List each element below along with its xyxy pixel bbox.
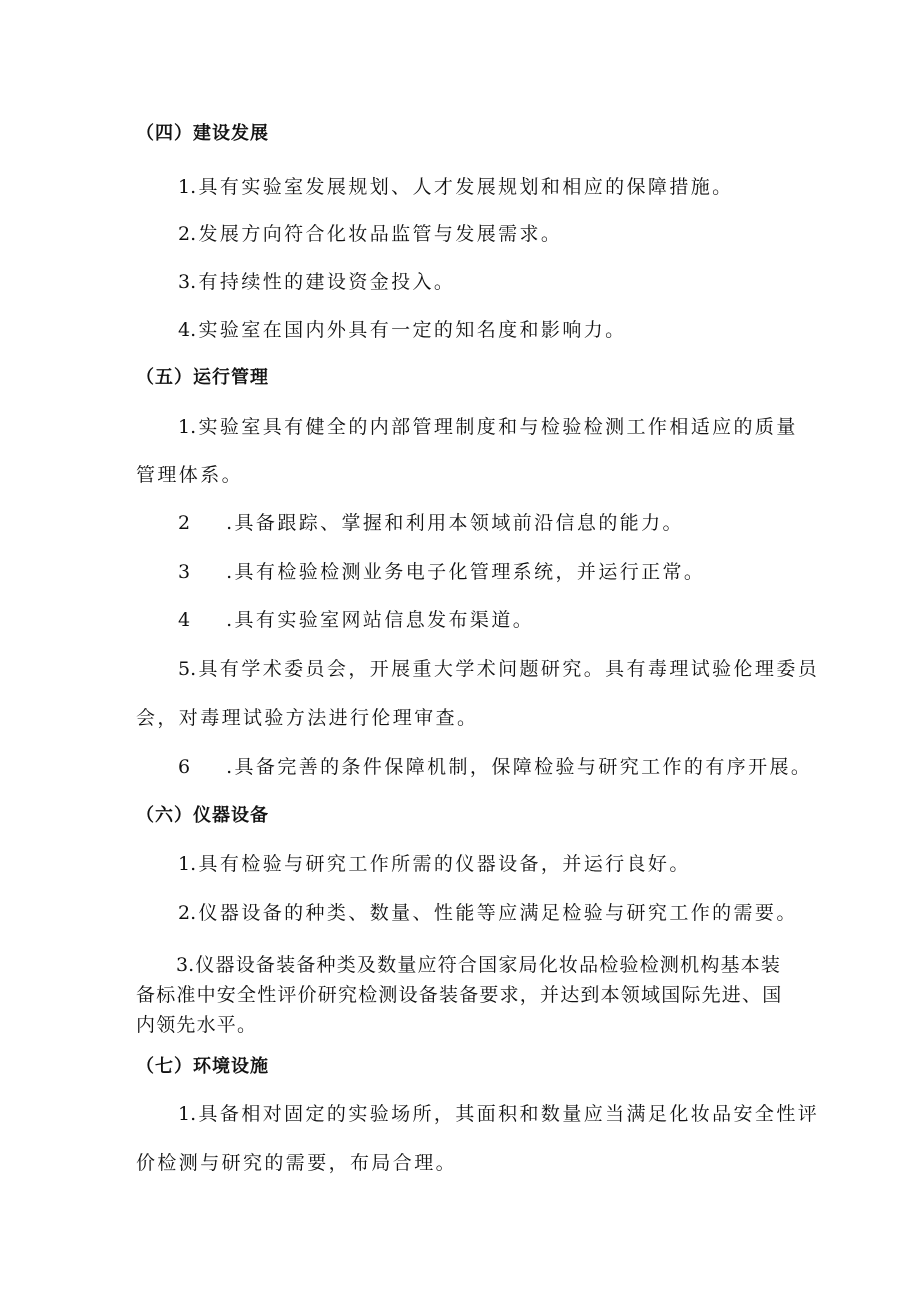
list-item: [178, 318, 627, 342]
item-number: 2: [178, 223, 191, 245]
list-item: [178, 511, 684, 535]
item-number: 1: [178, 853, 191, 875]
item-text: .具有实验室网站信息发布渠道。: [226, 609, 535, 631]
list-item: [178, 1102, 819, 1126]
list-item: [178, 657, 819, 681]
list-item: [178, 608, 534, 632]
item-text: .有持续性的建设资金投入。: [190, 271, 456, 293]
list-item: [178, 755, 812, 779]
item-number: 2: [178, 512, 191, 534]
list-item: [178, 852, 691, 876]
item-number: 3: [178, 271, 191, 293]
section-heading: （五）运行管理: [136, 367, 269, 388]
item-number: 5: [178, 658, 191, 680]
item-text: .仪器设备装备种类及数量应符合国家局化妆品检验检测机构基本装: [188, 954, 782, 976]
item-text: .实验室在国内外具有一定的知名度和影响力。: [190, 319, 627, 341]
item-number: 1: [178, 416, 191, 438]
section-heading: （六）仪器设备: [136, 805, 269, 826]
list-item: [178, 415, 798, 439]
list-item-continuation: 备标准中安全性评价研究检测设备装备要求，并达到本领域国际先进、国: [136, 984, 783, 1006]
item-number: 4: [178, 609, 191, 631]
list-item: [178, 901, 798, 925]
item-number: 6: [178, 756, 191, 778]
item-number: 4: [178, 319, 191, 341]
item-number: 2: [178, 902, 191, 924]
item-text: .具备完善的条件保障机制，保障检验与研究工作的有序开展。: [226, 756, 813, 778]
item-text: .具有检验检测业务电子化管理系统，并运行正常。: [226, 561, 706, 583]
list-item: [178, 222, 562, 246]
list-item: [178, 175, 734, 199]
item-text: .具备跟踪、掌握和利用本领域前沿信息的能力。: [226, 512, 684, 534]
section-heading: （七）环境设施: [136, 1056, 269, 1077]
list-item: [176, 953, 781, 977]
list-item-continuation: 价检测与研究的需要，布局合理。: [136, 1152, 458, 1174]
list-item-continuation: 管理体系。: [136, 464, 244, 486]
item-number: 3: [178, 561, 191, 583]
item-text: .具有检验与研究工作所需的仪器设备，并运行良好。: [190, 853, 691, 875]
list-item: [178, 270, 455, 294]
item-number: 1: [178, 176, 191, 198]
item-text: .具有实验室发展规划、人才发展规划和相应的保障措施。: [190, 176, 734, 198]
list-item-continuation: 会，对毒理试验方法进行伦理审查。: [136, 707, 479, 729]
section-heading: （四）建设发展: [136, 123, 269, 144]
item-number: 3: [176, 954, 189, 976]
item-text: .具有学术委员会，开展重大学术问题研究。具有毒理试验伦理委员: [190, 658, 820, 680]
item-text: .发展方向符合化妆品监管与发展需求。: [190, 223, 563, 245]
item-number: 1: [178, 1103, 191, 1125]
list-item: [178, 560, 705, 584]
list-item-continuation: 内领先水平。: [136, 1014, 258, 1036]
item-text: .实验室具有健全的内部管理制度和与检验检测工作相适应的质量: [190, 416, 798, 438]
item-text: .仪器设备的种类、数量、性能等应满足检验与研究工作的需要。: [190, 902, 798, 924]
item-text: .具备相对固定的实验场所，其面积和数量应当满足化妆品安全性评: [190, 1103, 820, 1125]
